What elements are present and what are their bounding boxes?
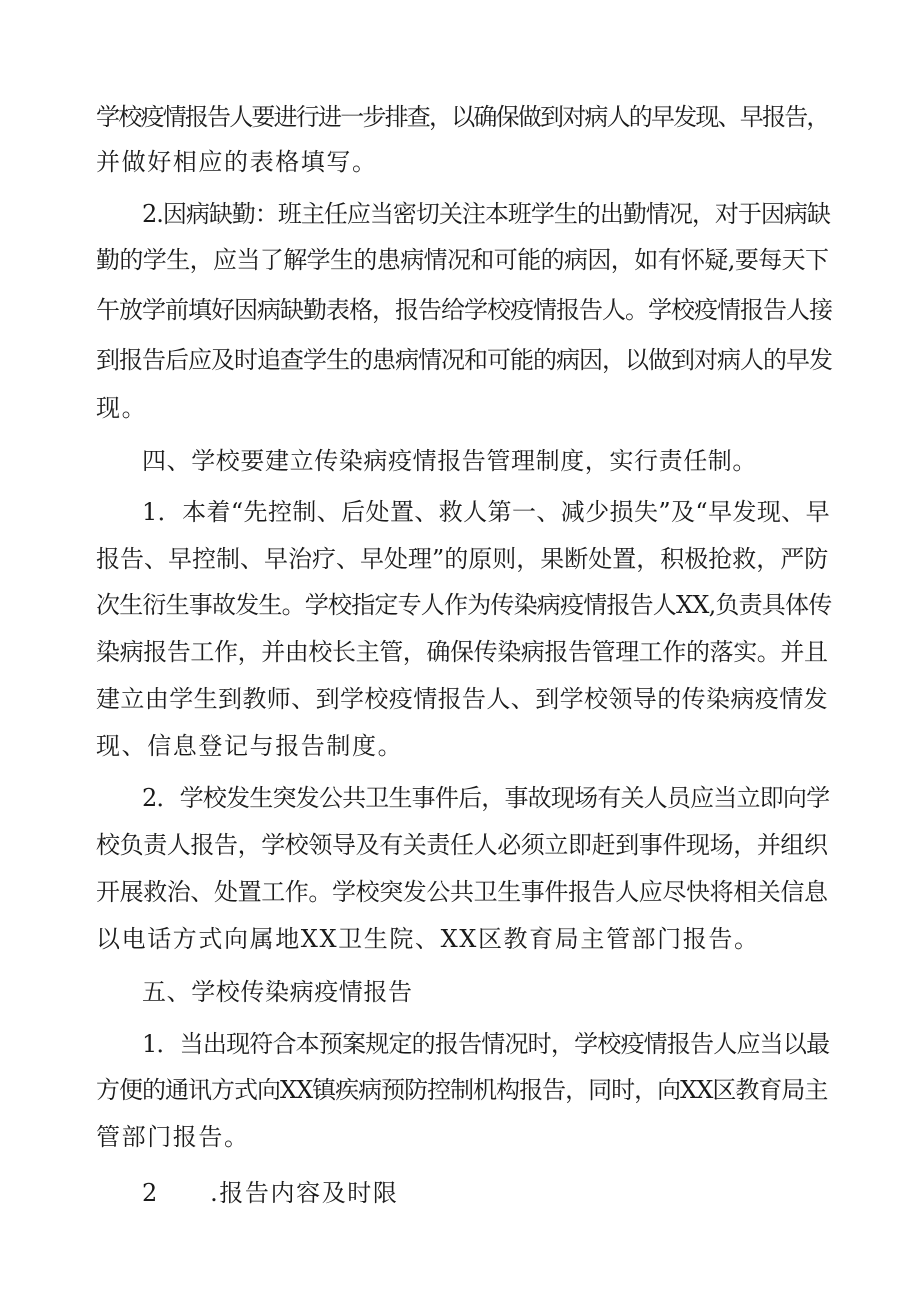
text-line: 2.因病缺勤：班主任应当密切关注本班学生的出勤情况，对于因病缺 [142,200,830,228]
text-line: 到报告后应及时追查学生的患病情况和可能的病因，以做到对病人的早发 [96,346,832,374]
text-line: 现。 [96,394,148,422]
text-line: 并做好相应的表格填写。 [96,148,378,176]
text-line: 次生衍生事故发生。学校指定专人作为传染病疫情报告人XX,负责具体传 [96,591,832,619]
text-line: 1．当出现符合本预案规定的报告情况时，学校疫情报告人应当以最 [142,1030,830,1058]
text-line: 染病报告工作，并由校长主管，确保传染病报告管理工作的落实。并且 [96,638,828,666]
text-line: 以电话方式向属地XX卫生院、XX区教育局主管部门报告。 [96,925,760,953]
text-line: 开展救治、处置工作。学校突发公共卫生事件报告人应尽快将相关信息 [96,878,828,906]
text-line: 现、信息登记与报告制度。 [96,732,404,760]
text-line: 2 .报告内容及时限 [142,1179,399,1207]
section-heading: 四、学校要建立传染病疫情报告管理制度，实行责任制。 [142,447,757,475]
text-line: 1．本着“先控制、后处置、救人第一、减少损失”及“早发现、早 [142,498,831,526]
section-heading: 五、学校传染病疫情报告 [142,978,413,1006]
text-line: 勤的学生，应当了解学生的患病情况和可能的病因，如有怀疑,要每天下 [96,246,829,274]
text-line: 学校疫情报告人要进行进一步排查，以确保做到对病人的早发现、早报告， [96,103,829,131]
text-line: 方便的通讯方式向XX镇疾病预防控制机构报告，同时，向XX区教育局主 [96,1076,828,1104]
text-line: 校负责人报告，学校领导及有关责任人必须立即赶到事件现场，并组织 [96,831,828,859]
text-line: 管部门报告。 [96,1123,250,1151]
text-line: 报告、早控制、早治疗、早处理”的原则，果断处置，积极抢救，严防 [96,545,829,573]
text-line: 午放学前填好因病缺勤表格，报告给学校疫情报告人。学校疫情报告人接 [96,296,832,324]
text-line: 建立由学生到教师、到学校疫情报告人、到学校领导的传染病疫情发 [96,685,828,713]
text-line: 2．学校发生突发公共卫生事件后，事故现场有关人员应当立即向学 [142,784,830,812]
